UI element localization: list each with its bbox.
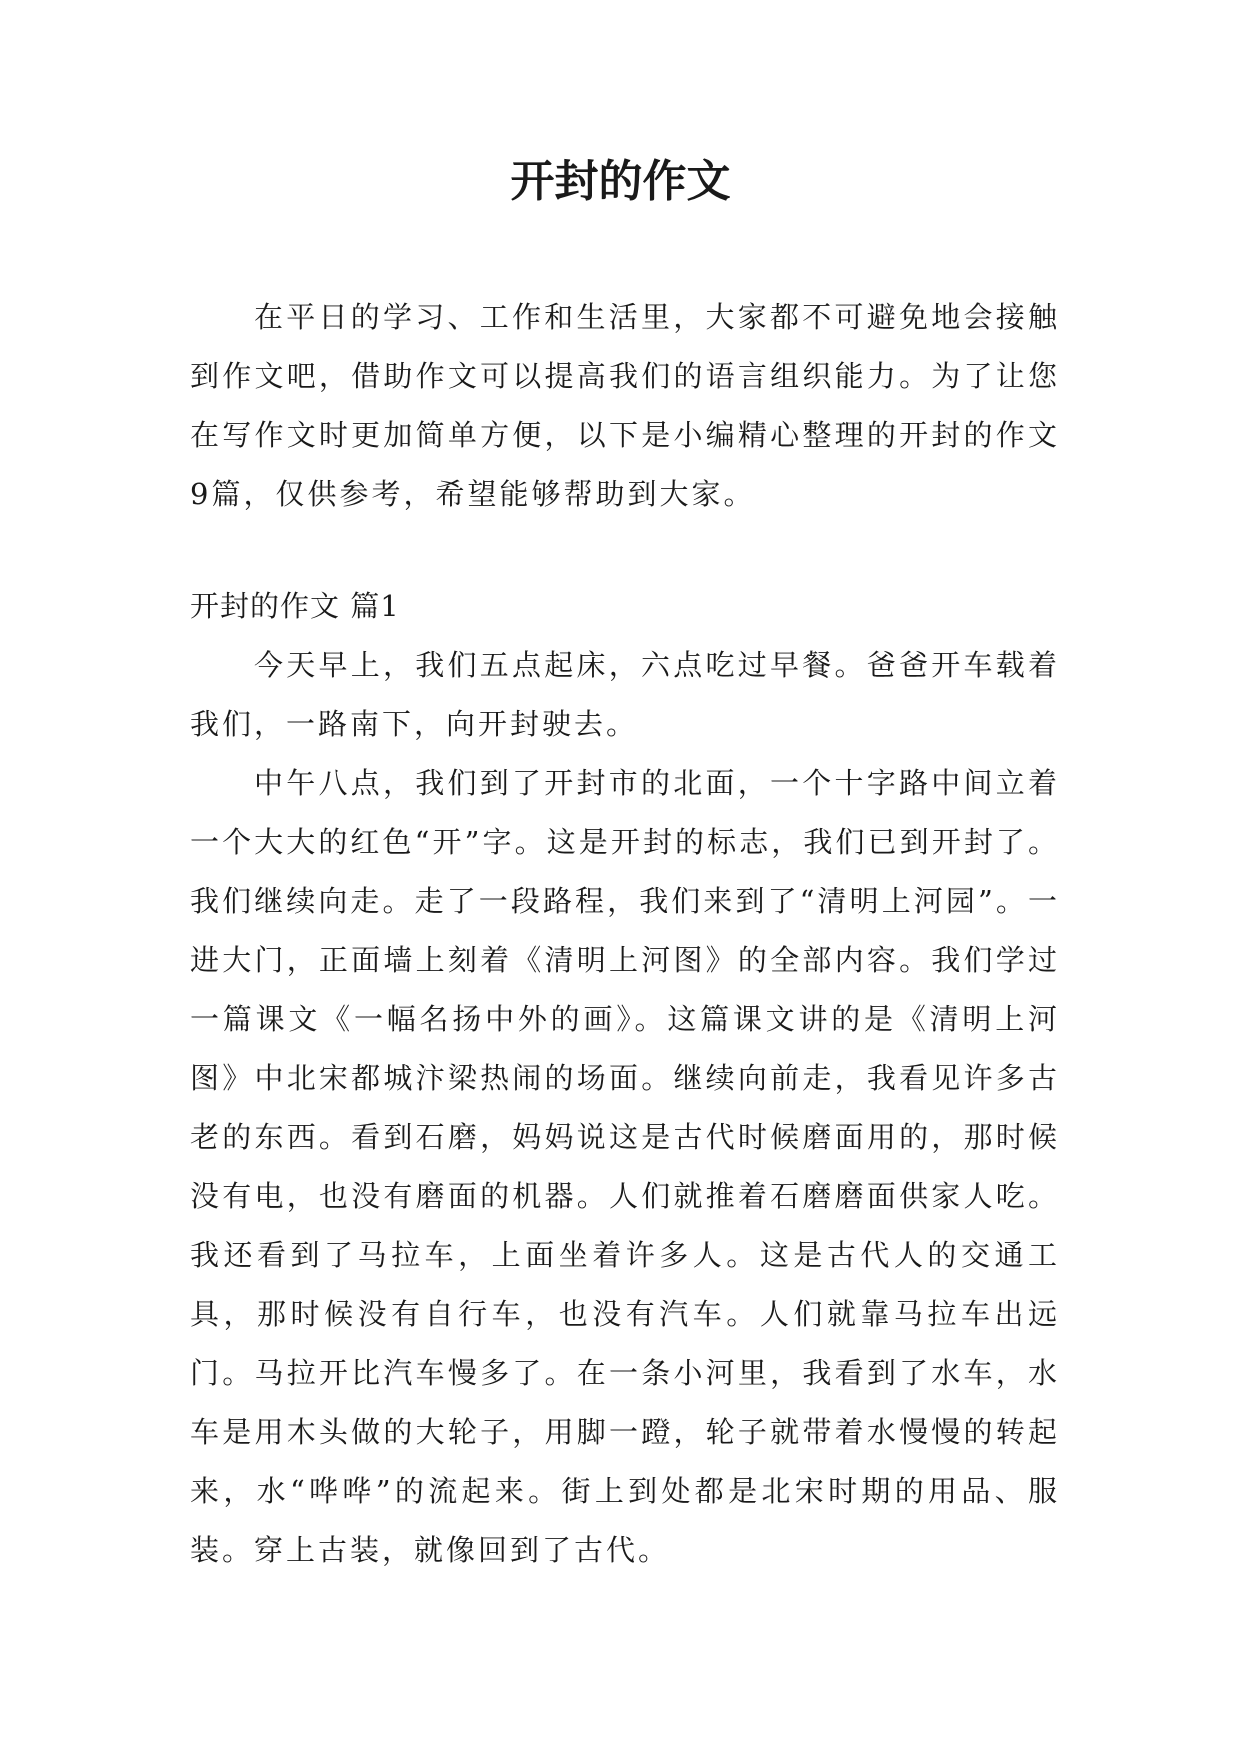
body-paragraph-1: 今天早上，我们五点起床，六点吃过早餐。爸爸开车载着我们，一路南下，向开封驶去。: [190, 648, 1060, 741]
document-body: [190, 288, 1060, 1580]
section-heading: 开封的作文 篇1: [190, 589, 400, 623]
intro-paragraph: 在平日的学习、工作和生活里，大家都不可避免地会接触到作文吧，借助作文可以提高我们的语言组织能力。为了让您在写作文时更加简单方便，以下是小编精心整理的开封的作文9篇，仅供参考，希望能够帮助到大家。: [190, 300, 1060, 511]
document-title: 开封的作文: [510, 156, 731, 207]
body-paragraph-2: 中午八点，我们到了开封市的北面，一个十字路中间立着一个大大的红色“开”字。这是开封的标志，我们已到开封了。我们继续向走。走了一段路程，我们来到了“清明上河园”。一进大门，正面墙上刻着《清明上河图》的全部内容。我们学过一篇课文《一幅名扬中外的画》。这篇课文讲的是《清明上河图》中北宋都城汴梁热闹的场面。继续向前走，我看见许多古老的东西。看到石磨，妈妈说这是古代时候磨面用的，那时候没有电，也没有磨面的机器。人们就推着石磨磨面供家人吃。我还看到了马拉车，上面坐着许多人。这是古代人的交通工具，那时候没有自行车，也没有汽车。人们就靠马拉车出远门。马拉开比汽车慢多了。在一条小河里，我看到了水车，水车是用木头做的大轮子，用脚一蹬，轮子就带着水慢慢的转起来，水“哗哗”的流起来。街上到处都是北宋时期的用品、服装。穿上古装，就像回到了古代。: [190, 766, 1060, 1567]
